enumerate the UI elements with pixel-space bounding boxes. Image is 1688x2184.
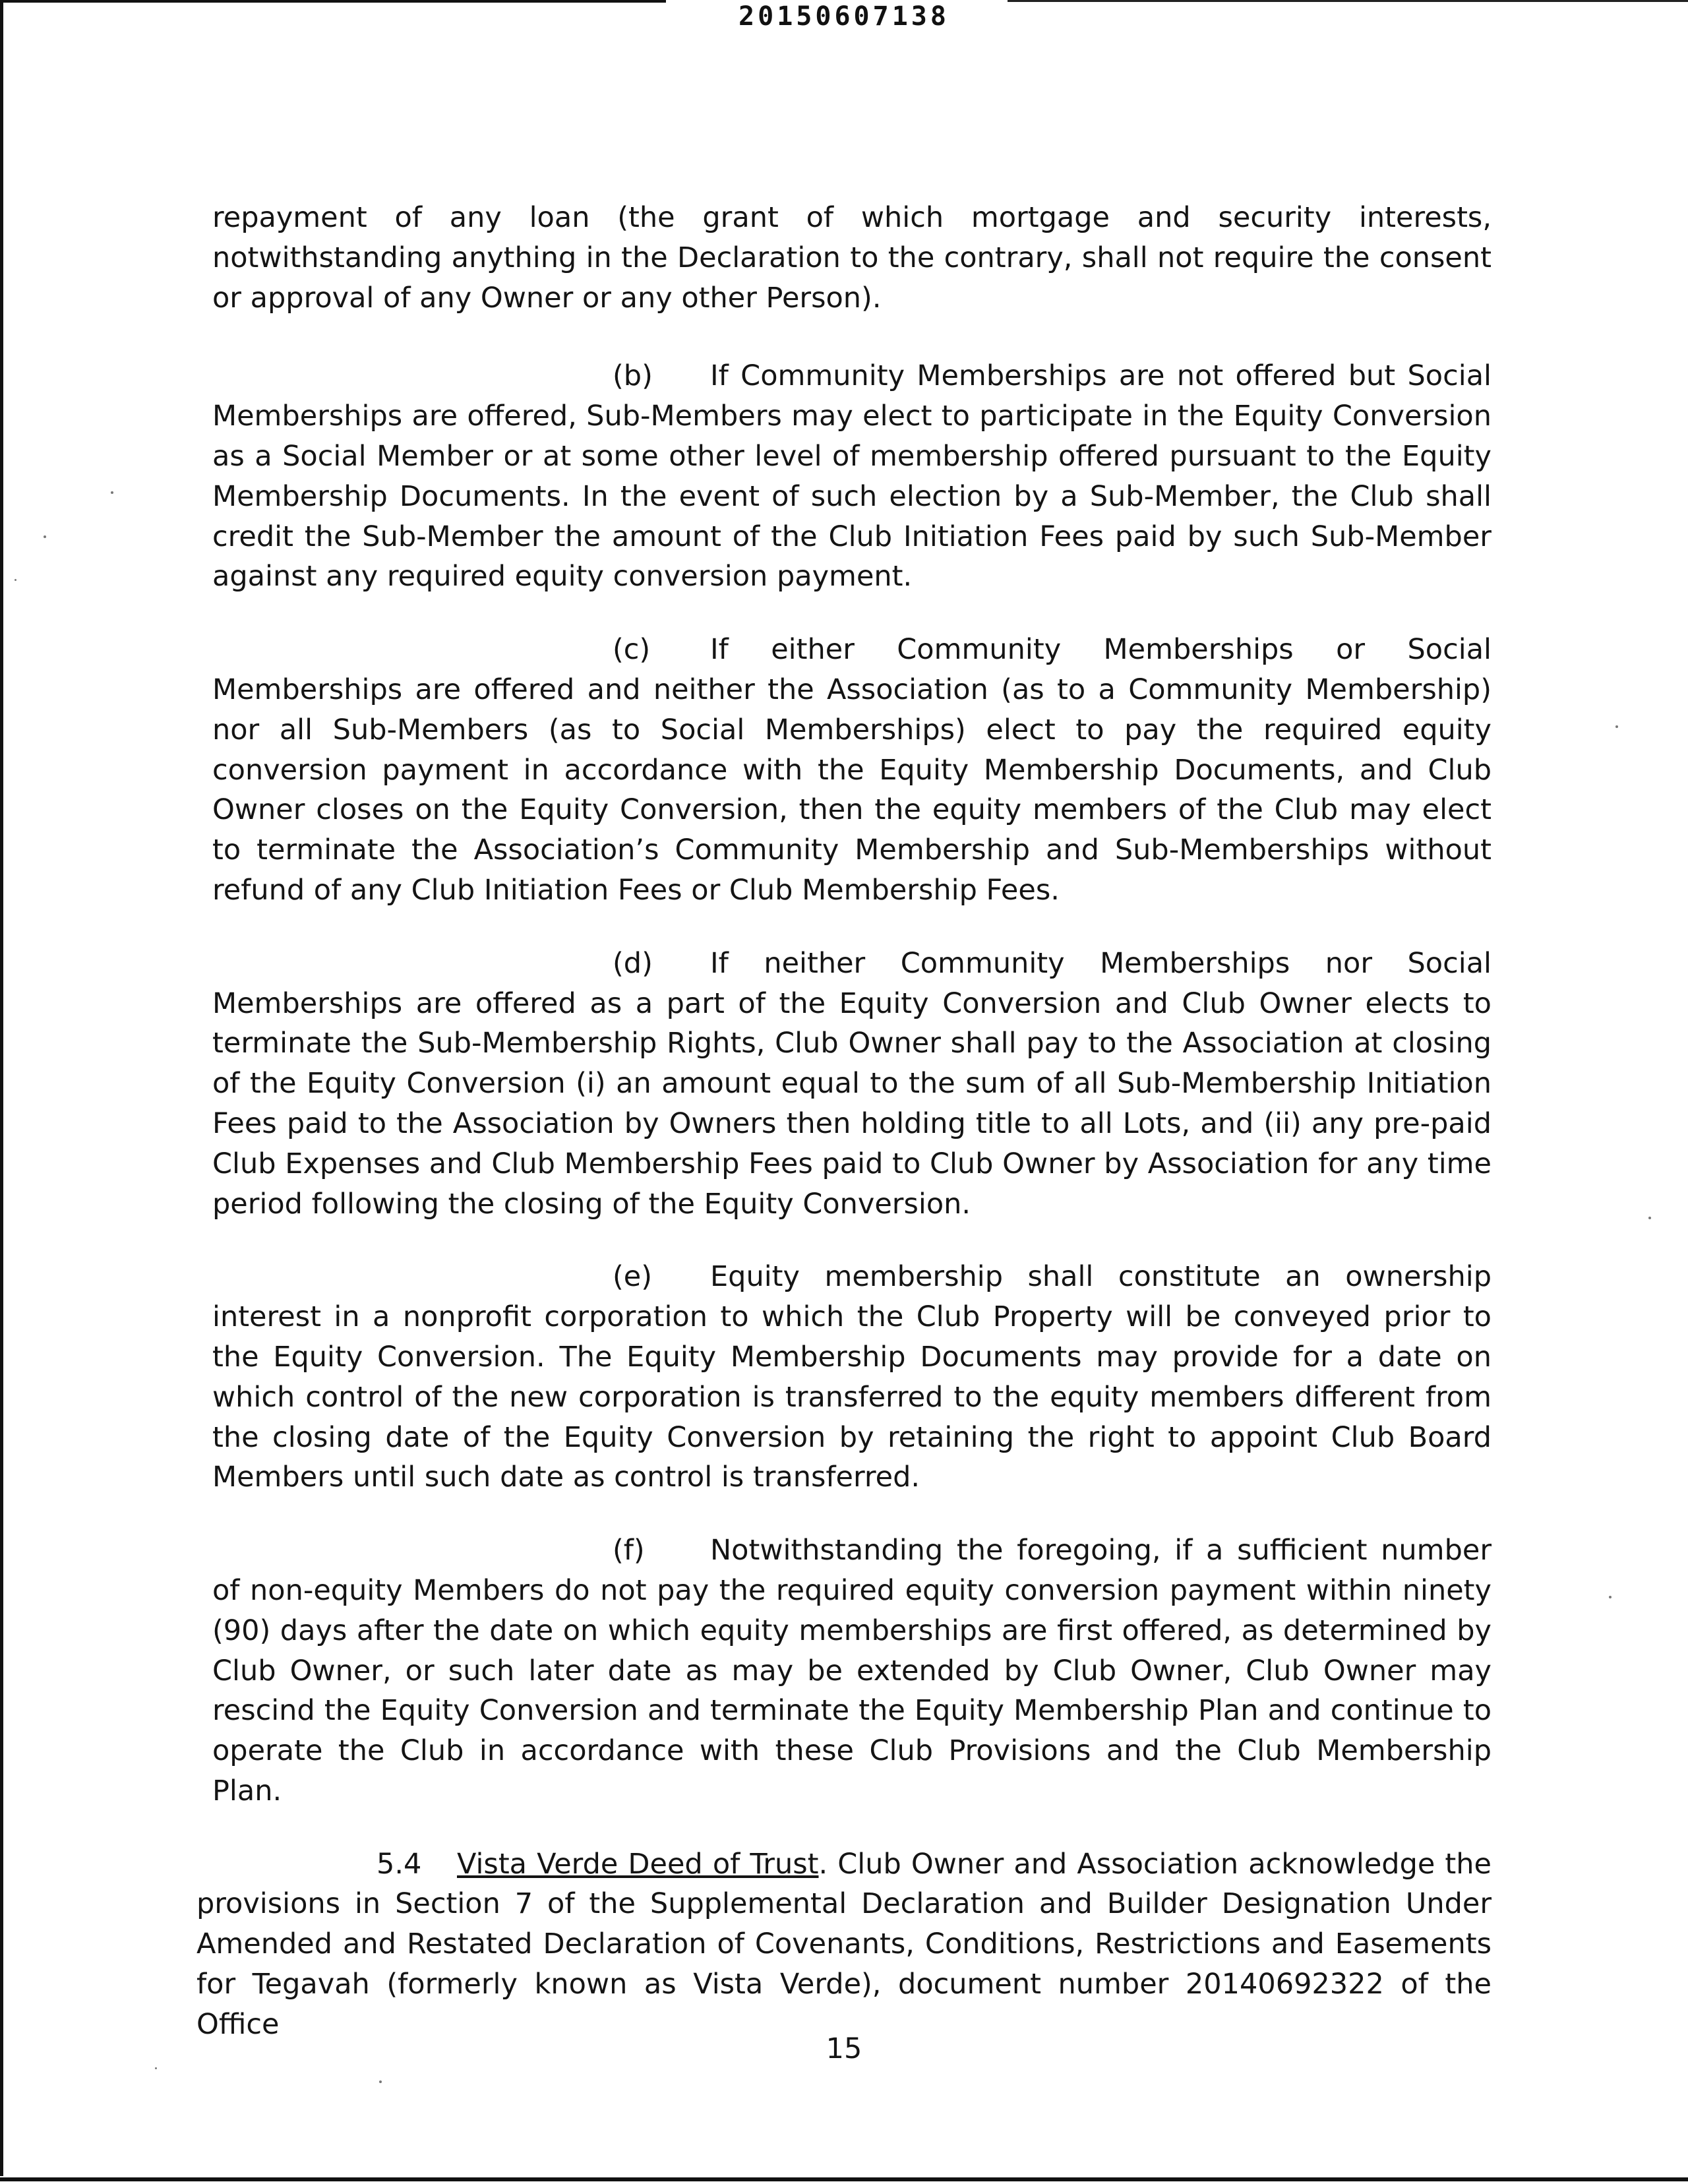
paragraph-continuation <box>212 198 1492 318</box>
paragraph-text: Equity membership shall constitute an ownership interest in a nonprofit corporation to which the Club Property will be conveyed prior to the Equity Conversion. The Equity Membership Documents may provide for a date on which control of the new corporation is transferred to the equity members different from the closing date of the Equity Conversion by retaining the right to appoint Club Board Members until such date as control is transferred. <box>212 1260 1492 1494</box>
paragraph-text: repayment of any loan (the grant of which mortgage and security interests, notwithstanding anything in the Declaration to the contrary, shall not require the consent or approval of any Owner or any other Person). <box>212 201 1492 315</box>
paragraph-text: If neither Community Memberships nor Social Memberships are offered as a part of the Equity Conversion and Club Owner elects to terminate the Sub-Membership Rights, Club Owner shall pay to the Association at closing of the Equity Conversion (i) an amount equal to the sum of all Sub-Membership Initiation Fees paid to the Association by Owners then holding title to all Lots, and (ii) any pre-paid Club Expenses and Club Membership Fees paid to Club Owner by Association for any time period following the closing of the Equity Conversion. <box>212 946 1492 1221</box>
page-number: 15 <box>826 2032 862 2065</box>
scan-speck <box>379 2080 382 2083</box>
paragraph-text: Notwithstanding the foregoing, if a sufficient number of non-equity Members do not pay the required equity conversion payment within ninety (90) days after the date on which equity memberships are first offered, as determined by Club Owner, or such later date as may be extended by Club Owner, Club Owner may rescind the Equity Conversion and terminate the Equity Membership Plan and continue to operate the Club in accordance with these Club Provisions and the Club Membership Plan. <box>212 1534 1492 1807</box>
paragraph-label: (e) <box>613 1260 653 1294</box>
paragraph-b <box>212 356 1492 597</box>
paragraph-c <box>212 630 1492 911</box>
paragraph-label: (b) <box>613 359 653 393</box>
paragraph-f <box>212 1531 1492 1811</box>
paragraph-label: (f) <box>613 1534 645 1567</box>
scan-speck <box>155 2067 157 2069</box>
section-5-4: 5.4 Vista Verde Deed of Trust. Club Owner and Association acknowledge the provisions in Section 7 of the Supplemental Declaration and Builder Designation Under Amended and Restated Declaration of Covenants, Conditions, Restrictions and Easements for Tegavah (formerly known as Vista Verde), document number 20140692322 of the Office <box>196 1844 1492 2045</box>
scan-edge-left <box>0 0 3 2176</box>
scan-speck <box>1615 725 1618 728</box>
scan-speck <box>111 491 113 494</box>
scan-edge-bottom <box>0 2177 1688 2181</box>
paragraph-text: If either Community Memberships or Social Memberships are offered and neither the Association (as to a Community Membership) nor all Sub-Members (as to Social Memberships) elect to pay the required equity conversion payment in accordance with the Equity Membership Documents, and Club Owner closes on the Equity Conversion, then the equity members of the Club may elect to terminate the Association’s Community Membership and Sub-Memberships without refund of any Club Initiation Fees or Club Membership Fees. <box>212 633 1492 907</box>
document-number: 20150607138 <box>738 1 950 32</box>
paragraph-label: (c) <box>613 633 651 667</box>
paragraph-text: Club Owner and Association acknowledge the provisions in Section 7 of the Supplemental Declaration and Builder Designation Under Amended and Restated Declaration of Covenants, Conditions, Restrictions and Easements for Tegavah (formerly known as Vista Verde), document number 20140692322 of the Office <box>196 1847 1492 2041</box>
section-number: 5.4 <box>377 1847 422 1881</box>
paragraph-e <box>212 1257 1492 1498</box>
document-body <box>196 198 1492 2078</box>
scan-speck <box>1609 1596 1612 1598</box>
scan-speck <box>44 535 46 538</box>
section-heading: Vista Verde Deed of Trust <box>457 1847 819 1881</box>
paragraph-text: If Community Memberships are not offered but Social Memberships are offered, Sub-Members may elect to participate in the Equity Conversion as a Social Member or at some other level of membership offered pursuant to the Equity Membership Documents. In the event of such election by a Sub-Member, the Club shall credit the Sub-Member the amount of the Club Initiation Fees paid by such Sub-Member against any required equity conversion payment. <box>212 359 1492 593</box>
paragraph-label: (d) <box>613 946 653 980</box>
scan-speck <box>15 579 16 581</box>
scan-speck <box>1648 1217 1651 1219</box>
paragraph-d <box>212 944 1492 1225</box>
